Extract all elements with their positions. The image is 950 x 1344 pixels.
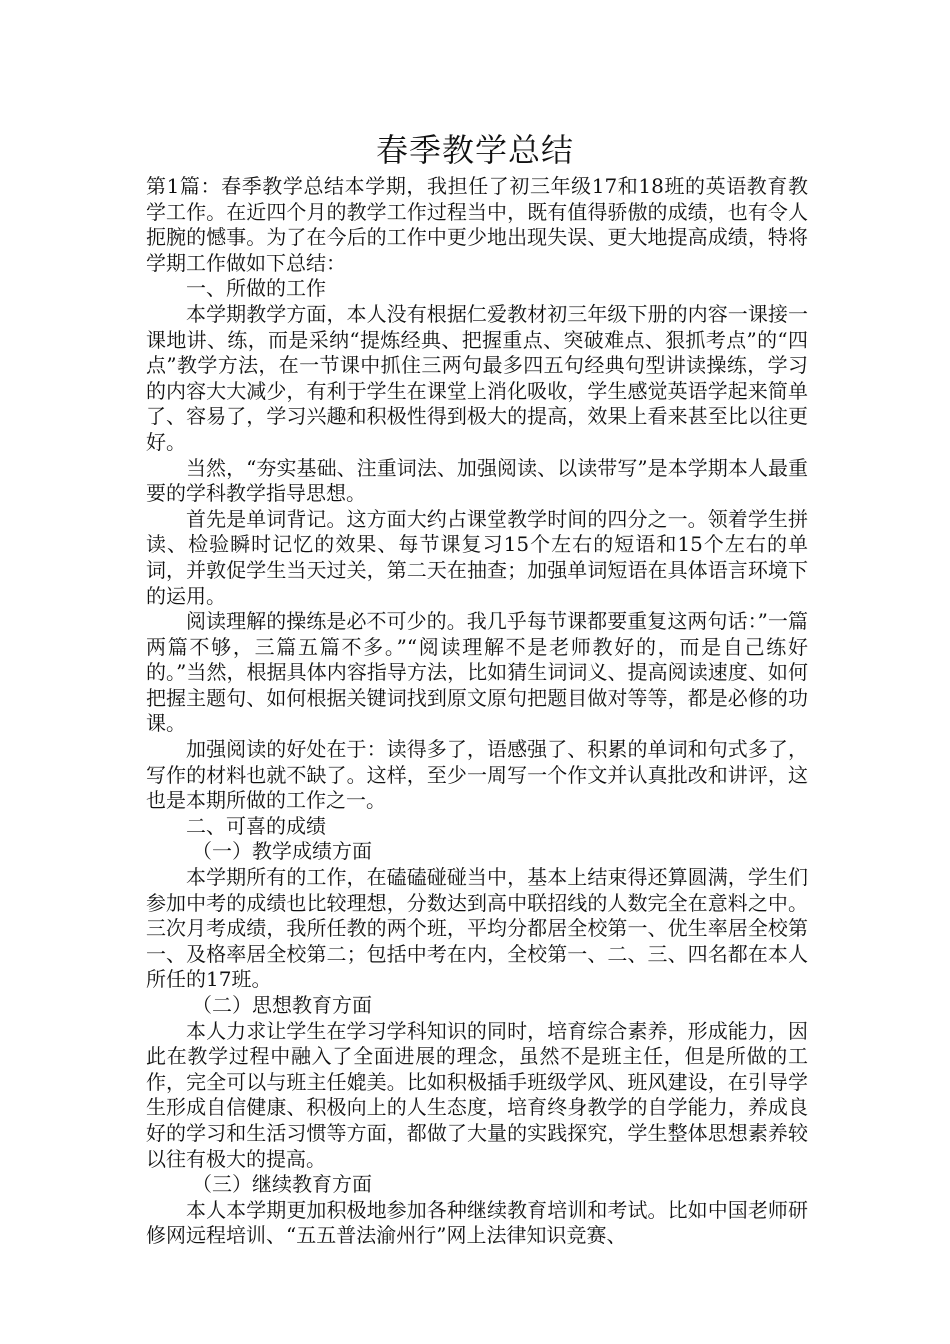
subheading-continuing-education: （三）继续教育方面: [192, 1172, 372, 1197]
subheading-moral-education: （二）思想教育方面: [192, 993, 372, 1017]
paragraph-reading-benefits: 加强阅读的好处在于：读得多了，语感强了、积累的单词和句式多了，写作的材料也就不缺了。这样，至少一周写一个作文并认真批改和讲评，这也是本期所做的工作之一。: [146, 737, 808, 813]
subheading-teaching-results: （一）教学成绩方面: [192, 839, 372, 864]
paragraph-guiding-idea: 当然，“夯实基础、注重词法、加强阅读、以读带写”是本学期本人最重要的学科教学指导思想。: [146, 455, 808, 506]
paragraph-teaching-method: 本学期教学方面，本人没有根据仁爱教材初三年级下册的内容一课接一课地讲、练，而是采纳“提炼经典、把握重点、突破难点、狠抓考点”的“四点”教学方法，在一节课中抓住三两句最多四五句经典句型讲读操练，学习的内容大大减少，有利于学生在课堂上消化吸收，学生感觉英语学起来简单了、容易了，学习兴趣和积极性得到极大的提高，效果上看来甚至比以往更好。: [146, 301, 808, 454]
section-heading-work-done: 一、所做的工作: [186, 276, 326, 301]
paragraph-reading-practice: 阅读理解的操练是必不可少的。我几乎每节课都要重复这两句话：”一篇两篇不够，三篇五篇不多。”“阅读理解不是老师教好的，而是自己练好的。”当然，根据具体内容指导方法，比如猜生词词义、提高阅读速度、如何把握主题句、如何根据关键词找到原文原句把题目做对等等，都是必修的功课。: [146, 609, 808, 736]
section-heading-achievements: 二、可喜的成绩: [186, 813, 326, 838]
paragraph-continuing-education: 本人本学期更加积极地参加各种继续教育培训和考试。比如中国老师研修网远程培训、“五五普法渝州行”网上法律知识竞赛、: [146, 1197, 808, 1248]
document-body: [146, 174, 808, 1249]
paragraph-vocabulary: 首先是单词背记。这方面大约占课堂教学时间的四分之一。领着学生拼读、检验瞬时记忆的效果、每节课复习15个左右的短语和15个左右的单词，并敦促学生当天过关，第二天在抽查；加强单词短语在具体语言环境下的运用。: [146, 506, 808, 608]
paragraph-intro: 第1篇：春季教学总结本学期，我担任了初三年级17和18班的英语教育教学工作。在近四个月的教学工作过程当中，既有值得骄傲的成绩，也有令人扼腕的憾事。为了在今后的工作中更少地出现失误、更大地提高成绩，特将学期工作做如下总结：: [146, 174, 808, 275]
document-title: 春季教学总结: [375, 131, 574, 169]
paragraph-moral-education: 本人力求让学生在学习学科知识的同时，培育综合素养，形成能力，因此在教学过程中融入了全面进展的理念，虽然不是班主任，但是所做的工作，完全可以与班主任媲美。比如积极插手班级学风、班风建设，在引导学生形成自信健康、积极向上的人生态度，培育终身教学的自学能力，养成良好的学习和生活习惯等方面，都做了大量的实践探究，学生整体思想素养较以往有极大的提高。: [146, 1018, 808, 1171]
paragraph-teaching-results: 本学期所有的工作，在磕磕碰碰当中，基本上结束得还算圆满，学生们参加中考的成绩也比较理想，分数达到高中联招线的人数完全在意料之中。三次月考成绩，我所任教的两个班，平均分都居全校第一、优生率居全校第一、及格率居全校第二；包括中考在内，全校第一、二、三、四名都在本人所任的17班。: [146, 865, 808, 992]
